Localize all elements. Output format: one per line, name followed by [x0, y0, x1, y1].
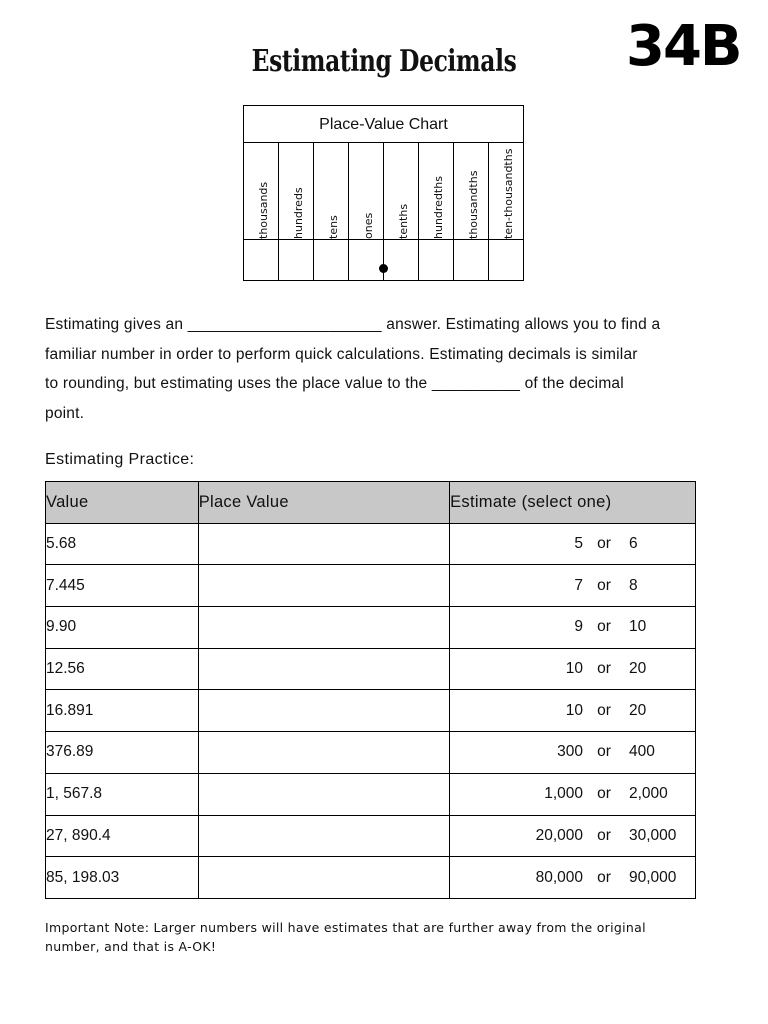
estimate-cell: [450, 607, 696, 649]
table-row: [46, 773, 696, 815]
place-value-cell[interactable]: [198, 773, 449, 815]
or-label: or: [597, 743, 611, 761]
place-value-column-label: tens: [327, 215, 340, 239]
place-value-cell[interactable]: [198, 648, 449, 690]
estimate-option-a[interactable]: 1,000: [544, 785, 583, 803]
place-value-cell[interactable]: [198, 690, 449, 732]
estimate-option-a[interactable]: 10: [565, 660, 583, 678]
table-row: [46, 732, 696, 774]
estimate-option-a[interactable]: 80,000: [535, 868, 583, 886]
logo-text: 34B: [626, 14, 741, 79]
estimate-option-b[interactable]: 30,000: [629, 826, 677, 844]
estimate-option-a[interactable]: 9: [574, 618, 583, 636]
place-value-cell[interactable]: [198, 732, 449, 774]
estimate-cell: [450, 732, 696, 774]
or-label: or: [597, 868, 611, 886]
estimate-cell: [450, 857, 696, 899]
estimate-option-b[interactable]: 20: [629, 701, 647, 719]
table-row: [46, 857, 696, 899]
important-note: [45, 918, 705, 956]
table-row: [46, 565, 696, 607]
place-value-column: [419, 142, 454, 281]
intro-paragraph: [45, 310, 735, 428]
estimate-option-b[interactable]: 2,000: [629, 785, 668, 803]
intro-line: Estimating gives an ______________________ answer. Estimating allows you to find a: [45, 316, 661, 333]
place-value-column-label: thousands: [257, 181, 270, 239]
estimate-option-b[interactable]: 8: [629, 576, 638, 594]
place-value-column-label: hundreds: [292, 187, 305, 239]
estimate-option-b[interactable]: 6: [629, 535, 638, 553]
place-value-column: [349, 142, 384, 281]
place-value-cell[interactable]: [198, 523, 449, 565]
or-label: or: [597, 576, 611, 594]
place-value-column-label: ten-thousandths: [502, 148, 515, 239]
note-line: number, and that is A-OK!: [45, 939, 217, 954]
intro-line: to rounding, but estimating uses the place value to the __________ of the decimal: [45, 375, 624, 392]
value-cell: 85, 198.03: [46, 857, 199, 899]
place-value-column: [454, 142, 489, 281]
place-value-column-label: hundredths: [432, 176, 445, 239]
header-value: Value: [46, 482, 199, 524]
estimate-cell: [450, 773, 696, 815]
table-row: [46, 815, 696, 857]
estimate-option-a[interactable]: 20,000: [535, 826, 583, 844]
value-cell: 12.56: [46, 648, 199, 690]
place-value-column-label: ones: [362, 212, 375, 239]
note-line: Important Note: Larger numbers will have estimates that are further away from the original: [45, 920, 646, 935]
estimate-option-a[interactable]: 5: [574, 535, 583, 553]
value-cell: 1, 567.8: [46, 773, 199, 815]
place-value-column: [384, 142, 419, 281]
header-place-value: Place Value: [198, 482, 449, 524]
table-row: [46, 523, 696, 565]
place-value-cell[interactable]: [198, 857, 449, 899]
value-cell: 16.891: [46, 690, 199, 732]
place-value-cell[interactable]: [198, 815, 449, 857]
intro-line: point.: [45, 404, 85, 422]
or-label: or: [597, 785, 611, 803]
or-label: or: [597, 535, 611, 553]
estimate-option-b[interactable]: 10: [629, 618, 647, 636]
place-value-column: [314, 142, 349, 281]
table-header-row: [46, 482, 696, 524]
place-value-chart-title: Place-Value Chart: [244, 106, 523, 143]
estimate-cell: [450, 523, 696, 565]
place-value-chart: [243, 105, 524, 281]
place-value-cell[interactable]: [198, 607, 449, 649]
estimate-option-a[interactable]: 300: [557, 743, 583, 761]
decimal-point-marker: [379, 264, 388, 273]
estimate-cell: [450, 648, 696, 690]
estimate-option-a[interactable]: 10: [565, 701, 583, 719]
place-value-cell[interactable]: [198, 565, 449, 607]
practice-table: [45, 481, 696, 899]
value-cell: 5.68: [46, 523, 199, 565]
or-label: or: [597, 618, 611, 636]
place-value-column: [244, 142, 279, 281]
page-title: Estimating Decimals: [251, 44, 517, 79]
estimate-option-a[interactable]: 7: [574, 576, 583, 594]
header-estimate: Estimate (select one): [450, 482, 696, 524]
place-value-column-label: tenths: [397, 203, 410, 239]
estimate-cell: [450, 690, 696, 732]
place-value-column-label: thousandths: [467, 170, 480, 239]
table-row: [46, 607, 696, 649]
estimate-option-b[interactable]: 90,000: [629, 868, 677, 886]
estimate-cell: [450, 565, 696, 607]
place-value-row-divider: [244, 239, 523, 240]
table-row: [46, 648, 696, 690]
estimate-option-b[interactable]: 20: [629, 660, 647, 678]
table-row: [46, 690, 696, 732]
value-cell: 9.90: [46, 607, 199, 649]
place-value-column: [279, 142, 314, 281]
practice-heading: Estimating Practice:: [45, 451, 195, 468]
value-cell: 376.89: [46, 732, 199, 774]
value-cell: 27, 890.4: [46, 815, 199, 857]
estimate-cell: [450, 815, 696, 857]
or-label: or: [597, 826, 611, 844]
or-label: or: [597, 660, 611, 678]
place-value-column: [489, 142, 524, 281]
logo: [626, 14, 752, 88]
estimate-option-b[interactable]: 400: [629, 743, 655, 761]
or-label: or: [597, 701, 611, 719]
intro-line: familiar number in order to perform quick calculations. Estimating decimals is similar: [45, 345, 638, 363]
value-cell: 7.445: [46, 565, 199, 607]
